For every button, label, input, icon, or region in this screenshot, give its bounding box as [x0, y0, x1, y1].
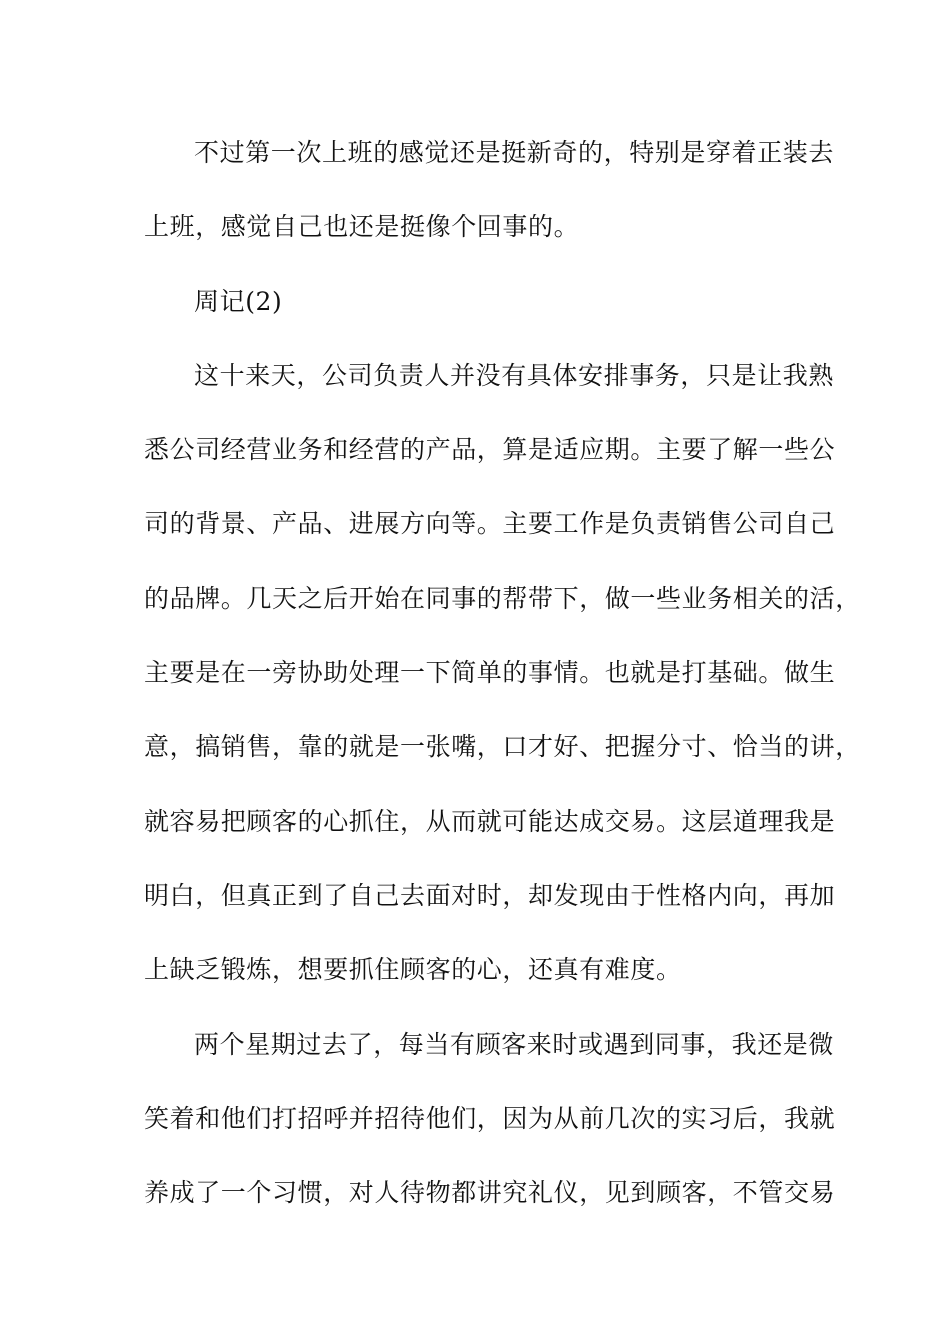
paragraph-line: 这十来天，公司负责人并没有具体安排事务，只是让我熟 [194, 360, 835, 390]
body-text [144, 128, 861, 1242]
paragraph-line: 不过第一次上班的感觉还是挺新奇的，特别是穿着正装去 [194, 138, 835, 167]
paragraph-line: 明白，但真正到了自己去面对时，却发现由于性格内向，再加 [144, 880, 836, 910]
paragraph-line: 上缺乏锻炼，想要抓住顾客的心，还真有难度。 [144, 955, 682, 985]
section-heading: 周记(2) [194, 286, 283, 316]
paragraph-line: 上班，感觉自己也还是挺像个回事的。 [144, 212, 580, 242]
paragraph-line: 意，搞销售，靠的就是一张嘴，口才好、把握分寸、恰当的讲， [144, 732, 861, 762]
paragraph-line: 的品牌。几天之后开始在同事的帮带下，做一些业务相关的活， [144, 583, 861, 613]
paragraph-line: 主要是在一旁协助处理一下简单的事情。也就是打基础。做生 [144, 658, 836, 688]
paragraph-line: 司的背景、产品、进展方向等。主要工作是负责销售公司自己 [144, 509, 836, 539]
paragraph-line: 就容易把顾客的心抓住，从而就可能达成交易。这层道理我是 [144, 806, 836, 836]
paragraph-line: 养成了一个习惯，对人待物都讲究礼仪，见到顾客，不管交易 [144, 1178, 836, 1208]
paragraph-line: 笑着和他们打招呼并招待他们，因为从前几次的实习后，我就 [144, 1103, 836, 1133]
paragraph-line: 两个星期过去了，每当有顾客来时或遇到同事，我还是微 [194, 1029, 835, 1059]
paragraph-line: 悉公司经营业务和经营的产品，算是适应期。主要了解一些公 [144, 435, 836, 465]
